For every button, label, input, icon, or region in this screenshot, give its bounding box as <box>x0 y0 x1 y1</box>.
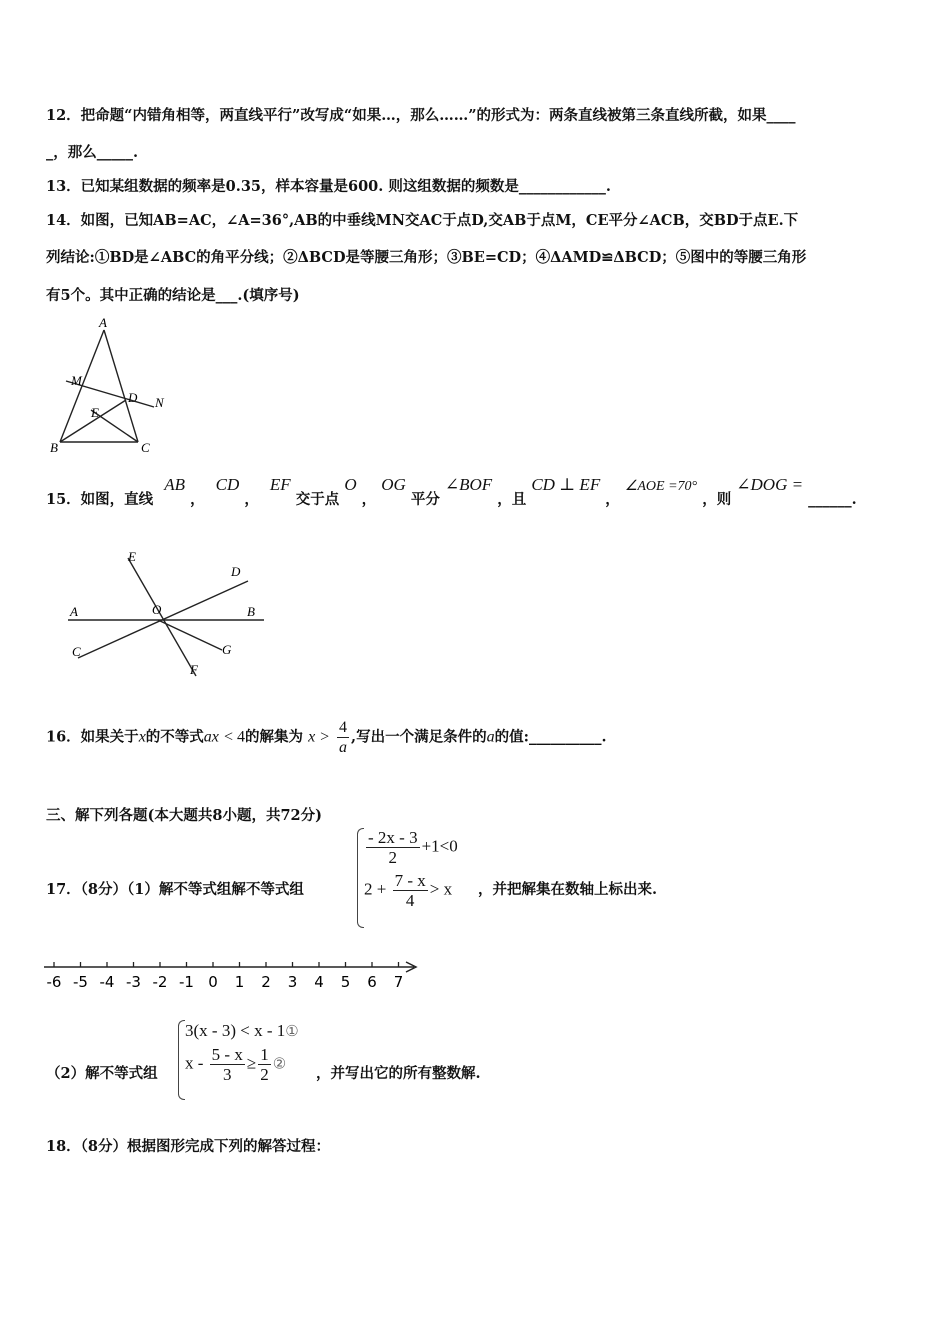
q17-row1-num: - 2x - 3 <box>368 828 418 847</box>
q17-row1-frac <box>366 828 420 867</box>
axis-tick-label: -1 <box>179 973 194 991</box>
q15-cd: CD <box>215 475 240 494</box>
axis-tick-label: 7 <box>393 973 404 991</box>
q17-part2-prefix: （2）解不等式组 <box>46 1065 158 1082</box>
axis-tick-label: -4 <box>99 973 115 991</box>
q14-label-M: M <box>71 373 82 388</box>
q17-part2-system <box>185 1021 299 1084</box>
q14-label-E: E <box>91 405 99 420</box>
q17-row1 <box>364 828 458 867</box>
q14-triangle-figure <box>46 314 176 456</box>
q17-p2-row2-rden: 2 <box>260 1065 269 1084</box>
q14-line1: 14．如图，已知AB=AC，∠A=36°,AB的中垂线MN交AC于点D,交AB于点M，CE平分∠ACB，交BD于点E.下 <box>46 212 799 229</box>
q14-line2: 列结论:①BD是∠ABC的角平分线；②ΔBCD是等腰三角形；③BE=CD；④ΔAMD≌ΔBCD；⑤图中的等腰三角形 <box>46 249 807 266</box>
q13-text: 13．已知某组数据的频率是0.35，样本容量是600. 则这组数据的频数是____________. <box>46 178 611 195</box>
axis-tick-label: 2 <box>261 973 271 991</box>
axis-tick-label: -3 <box>126 973 141 991</box>
q17-part2-row2 <box>185 1045 299 1084</box>
q17-prefix: 17．（8分）（1）解不等式组解不等式组 <box>46 881 304 898</box>
q15-label-C: C <box>72 644 81 659</box>
axis-tick-label: 4 <box>314 973 324 991</box>
q16-text: ,写出一个满足条件的 <box>351 728 487 746</box>
q15-label-G: G <box>222 642 232 657</box>
axis-tick-label: -5 <box>73 973 88 991</box>
q16-text: 的不等式 <box>145 728 204 746</box>
axis-tick-label: -6 <box>46 973 62 991</box>
q15-label-F: F <box>190 662 198 677</box>
q16-x: x <box>138 728 146 746</box>
q15-comma: ， <box>605 491 620 508</box>
q15-text: 平分 <box>410 491 440 508</box>
section3-title: 三、解下列各题(本大题共8小题，共72分) <box>46 807 322 824</box>
q16-frac-den: a <box>339 739 348 756</box>
q17-row2-num: 7 - x <box>394 871 426 890</box>
q17-p2-row2-den: 3 <box>223 1065 232 1084</box>
q17-p2-row2-num: 5 - x <box>211 1045 243 1064</box>
q17-p2-row2-mark: ② <box>272 1056 287 1073</box>
q17-p2-row2-frac <box>210 1045 245 1084</box>
q15-label-A: A <box>70 604 78 619</box>
q17-row1-tail: +1<0 <box>421 836 458 856</box>
q15-dog: ∠DOG = <box>736 475 804 494</box>
axis-tick-label: 5 <box>340 973 351 991</box>
q17-row2 <box>364 871 458 910</box>
q15-label-E: E <box>128 549 136 564</box>
q14-label-B: B <box>50 440 58 455</box>
q15-ef: EF <box>269 475 291 494</box>
axis-tick-label: 0 <box>208 973 218 991</box>
q16-text: 的解集为 <box>245 728 303 746</box>
q15-ab: AB <box>164 475 186 494</box>
q14-label-C: C <box>141 440 150 455</box>
axis-tick-label: 1 <box>234 973 245 991</box>
axis-tick-label: -2 <box>152 973 168 991</box>
q15-comma: ， <box>190 491 205 508</box>
q15-prefix: 15．如图，直线 <box>46 491 154 508</box>
q15-o: O <box>344 475 357 494</box>
q17-part2-row1 <box>185 1021 299 1041</box>
q17-p2-row1-text: 3(x - 3) < x - 1 <box>185 1021 286 1040</box>
q15-label-O: O <box>152 602 162 617</box>
q15-question <box>46 474 857 508</box>
q15-lines-figure <box>60 548 275 683</box>
q15-bof: ∠BOF <box>444 475 493 494</box>
q17-row2-head: 2 + <box>364 879 387 899</box>
axis-tick-label: 6 <box>367 973 377 991</box>
q16-tail: 的值:__________. <box>494 728 607 746</box>
q17-p2-row1-mark: ① <box>285 1024 299 1040</box>
q17-row1-den: 2 <box>388 848 398 867</box>
q17-part2-suffix: ，并写出它的所有整数解. <box>316 1065 481 1082</box>
q16-ineq: ax <box>203 728 219 746</box>
q15-text: 交于点 <box>295 491 340 508</box>
q16-lt4: < 4 <box>223 728 245 746</box>
q15-label-D: D <box>231 564 241 579</box>
q14-label-A: A <box>99 315 107 330</box>
q14-label-N: N <box>155 395 164 410</box>
q17-p2-row2-ge: ≥ <box>246 1053 257 1073</box>
q18-text: 18．（8分）根据图形完成下列的解答过程： <box>46 1138 331 1155</box>
q15-label-B: B <box>247 604 255 619</box>
q17-p2-row2-rfrac <box>258 1045 271 1084</box>
q12-line1: 12．把命题“内错角相等，两直线平行”改写成“如果…，那么……”的形式为：两条直线被第三条直线所截，如果____ <box>46 107 796 124</box>
q15-blank: ______. <box>808 491 857 508</box>
q17-part2-brace <box>178 1020 185 1100</box>
q17-p2-row2-head: x - <box>185 1053 204 1073</box>
q17-p2-row2-rnum: 1 <box>260 1045 269 1064</box>
q17-system <box>364 828 458 910</box>
q15-text: ，且 <box>497 491 527 508</box>
q16-question <box>46 718 607 757</box>
q15-aoe: ∠AOE =70° <box>624 479 698 494</box>
q14-line3: 有5个。其中正确的结论是___.(填序号) <box>46 287 300 304</box>
q15-perp: CD ⊥ EF <box>531 475 601 494</box>
q12-line2: _，那么_____. <box>46 144 139 161</box>
q17-suffix: ，并把解集在数轴上标出来. <box>478 881 658 898</box>
q17-row2-frac <box>393 871 428 910</box>
q16-prefix: 16．如果关于 <box>46 728 139 746</box>
q15-comma: ， <box>244 491 259 508</box>
q16-sol: x > <box>308 728 330 746</box>
q17-brace <box>357 828 364 928</box>
axis-tick-label: 3 <box>287 973 298 991</box>
q17-number-line <box>40 955 425 995</box>
q14-label-D: D <box>128 390 138 405</box>
q16-frac-num: 4 <box>339 719 348 736</box>
q15-og: OG <box>381 475 406 494</box>
q17-row2-tail: > x <box>429 879 453 899</box>
q15-comma: ， <box>361 491 377 508</box>
q16-fraction <box>337 718 349 757</box>
q16-a: a <box>486 728 495 746</box>
q15-text: ，则 <box>702 491 732 508</box>
q17-row2-den: 4 <box>405 891 415 910</box>
